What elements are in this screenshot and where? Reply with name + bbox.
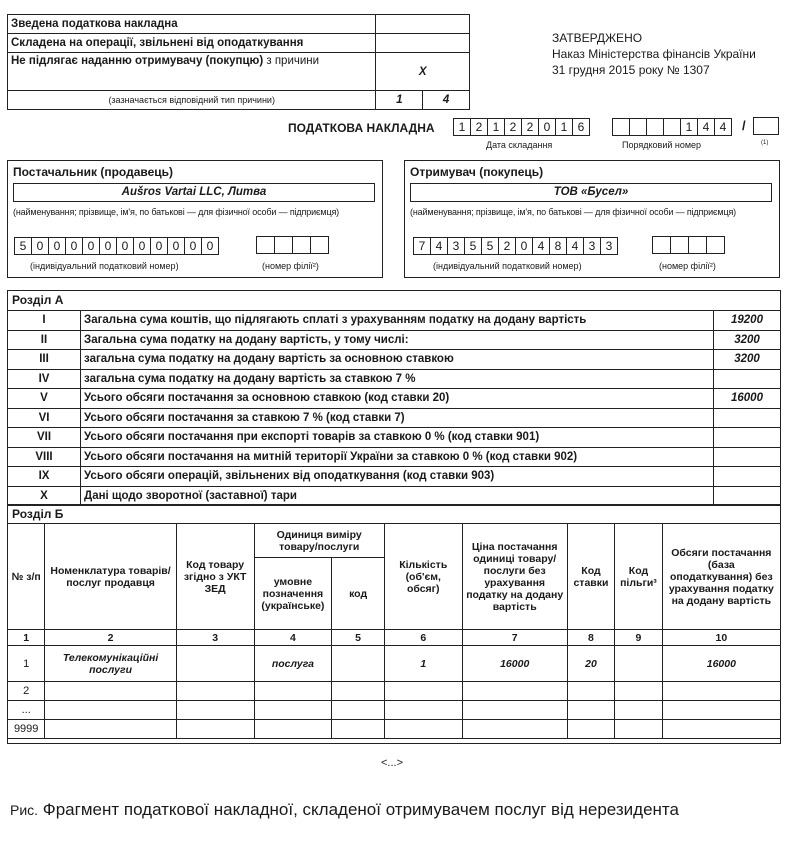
buyer-branch-digit-1[interactable] [670, 236, 689, 254]
date-digit-3[interactable]: 2 [504, 118, 522, 136]
buyer-box [404, 160, 780, 278]
section-a-row-text: загальна сума податку на додану вартість за ставкою 7 % [81, 369, 714, 389]
number-digit-6[interactable]: 4 [714, 118, 732, 136]
cell-exempt-mark[interactable] [376, 34, 470, 53]
section-a-row [8, 486, 781, 506]
cell-benefit[interactable] [615, 646, 662, 682]
cell-amount[interactable]: 16000 [662, 646, 780, 682]
section-b-table [7, 523, 781, 739]
cell-no: 9999 [8, 720, 45, 739]
cell-price[interactable] [462, 682, 567, 701]
number-suffix-cells[interactable] [754, 117, 779, 135]
seller-branch-digit-0[interactable] [256, 236, 275, 254]
section-a [7, 290, 781, 505]
buyer-ipn-digit-4[interactable]: 5 [481, 237, 499, 255]
section-a-row-text: Усього обсяги постачання за ставкою 7 % (код ставки 7) [81, 408, 714, 428]
section-a-row-number: V [8, 389, 81, 409]
seller-name[interactable]: Aušros Vartai LLC, Литва [13, 183, 375, 202]
seller-ipn-cells[interactable] [15, 237, 219, 255]
cell-price[interactable] [462, 720, 567, 739]
section-a-row [8, 350, 781, 370]
section-a-row [8, 311, 781, 331]
section-a-row-value[interactable] [714, 408, 781, 428]
cell-price[interactable]: 16000 [462, 646, 567, 682]
section-a-row-value[interactable] [714, 467, 781, 487]
reason-code-1[interactable]: 1 [376, 91, 423, 110]
section-a-row-text: Усього обсяги операцій, звільнених від оподаткування (код ставки 903) [81, 467, 714, 487]
section-a-row-text: Загальна сума коштів, що підлягають сплаті з урахуванням податку на додану вартість [81, 311, 714, 331]
cell-unit[interactable] [254, 701, 332, 720]
top-left-box [7, 14, 470, 112]
buyer-ipn-digit-8[interactable]: 8 [549, 237, 567, 255]
section-a-row-number: VIII [8, 447, 81, 467]
section-a-row-number: IV [8, 369, 81, 389]
date-digit-4[interactable]: 2 [521, 118, 539, 136]
section-b [7, 504, 781, 744]
date-digit-6[interactable]: 1 [555, 118, 573, 136]
reason-code-2[interactable]: 4 [423, 91, 470, 110]
date-cells[interactable] [454, 118, 590, 136]
section-a-row-value[interactable] [714, 369, 781, 389]
number-footnote: (1) [761, 140, 769, 146]
ellipsis: <...> [381, 757, 404, 769]
cell-benefit[interactable] [615, 682, 662, 701]
column-number: 7 [462, 630, 567, 646]
seller-branch-caption: (номер філії²) [262, 261, 319, 271]
section-a-row-text: загальна сума податку на додану вартість за основною ставкою [81, 350, 714, 370]
number-digit-5[interactable]: 4 [697, 118, 715, 136]
cell-unit[interactable]: послуга [254, 646, 332, 682]
cell-unit-code[interactable] [332, 682, 385, 701]
section-a-row-value[interactable]: 3200 [714, 330, 781, 350]
buyer-ipn-digit-0[interactable]: 7 [413, 237, 431, 255]
cell-unit[interactable] [254, 720, 332, 739]
buyer-ipn-digit-11[interactable]: 3 [600, 237, 618, 255]
cell-uktzed[interactable] [176, 701, 254, 720]
col-header-price: Ціна постачання одиниці товару/ послуги без урахування податку на додану вартість [462, 524, 567, 630]
seller-branch-digit-1[interactable] [274, 236, 293, 254]
section-b-rows [8, 646, 781, 739]
section-a-row [8, 428, 781, 448]
cell-uktzed[interactable] [176, 646, 254, 682]
table-row [8, 646, 781, 682]
reason-mark[interactable]: Х [376, 53, 470, 91]
seller-ipn-digit-2[interactable]: 0 [48, 237, 66, 255]
section-a-row-value[interactable]: 3200 [714, 350, 781, 370]
date-digit-7[interactable]: 6 [572, 118, 590, 136]
section-a-table [7, 310, 781, 506]
section-a-row-value[interactable]: 16000 [714, 389, 781, 409]
column-numbers-row [8, 630, 781, 646]
approval-title: ЗАТВЕРДЖЕНО [552, 31, 643, 45]
section-a-row-text: Загальна сума податку на додану вартість, у тому числі: [81, 330, 714, 350]
buyer-ipn-digit-10[interactable]: 3 [583, 237, 601, 255]
section-a-row-number: IX [8, 467, 81, 487]
figure-caption-text: Фрагмент податкової накладної, складеної отримувачем послуг від нерезидента [38, 800, 679, 819]
seller-name-caption: (найменування; прізвище, ім'я, по батькові — для фізичної особи — підприємця) [13, 207, 340, 217]
col-header-rate: Код ставки [567, 524, 614, 630]
section-a-row-text: Усього обсяги постачання на митній території України за ставкою 0 % (код ставки 902) [81, 447, 714, 467]
number-digit-1[interactable] [629, 118, 647, 136]
buyer-ipn-digit-1[interactable]: 4 [430, 237, 448, 255]
date-digit-1[interactable]: 2 [470, 118, 488, 136]
row-not-given-label: Не підлягає наданню отримувачу (покупцю) [11, 55, 264, 67]
cell-price[interactable] [462, 701, 567, 720]
cell-amount[interactable] [662, 701, 780, 720]
buyer-ipn-digit-3[interactable]: 5 [464, 237, 482, 255]
cell-rate[interactable] [567, 682, 614, 701]
cell-qty[interactable] [384, 682, 462, 701]
seller-ipn-digit-6[interactable]: 0 [116, 237, 134, 255]
row-not-given [8, 53, 376, 91]
cell-name[interactable] [45, 720, 176, 739]
document-title: ПОДАТКОВА НАКЛАДНА [288, 121, 435, 135]
buyer-title: Отримувач (покупець) [410, 165, 544, 179]
section-b-title: Розділ Б [12, 507, 64, 521]
seller-ipn-digit-5[interactable]: 0 [99, 237, 117, 255]
seller-ipn-digit-7[interactable]: 0 [133, 237, 151, 255]
cell-unit-code[interactable] [332, 646, 385, 682]
column-number: 9 [615, 630, 662, 646]
seller-ipn-digit-10[interactable]: 0 [184, 237, 202, 255]
approval-order: Наказ Міністерства фінансів України [552, 47, 756, 61]
seller-box [7, 160, 383, 278]
number-slash: / [742, 118, 746, 133]
seller-ipn-digit-9[interactable]: 0 [167, 237, 185, 255]
section-a-row-value[interactable] [714, 447, 781, 467]
section-a-row-number: VI [8, 408, 81, 428]
section-a-row-number: X [8, 486, 81, 506]
reason-note: (зазначається відповідний тип причини) [8, 91, 376, 110]
buyer-name[interactable]: ТОВ «Бусел» [410, 183, 772, 202]
section-a-row-value[interactable] [714, 486, 781, 506]
section-a-row [8, 447, 781, 467]
number-digit-3[interactable] [663, 118, 681, 136]
table-row [8, 701, 781, 720]
section-a-row-number: I [8, 311, 81, 331]
cell-benefit[interactable] [615, 720, 662, 739]
column-number: 10 [662, 630, 780, 646]
row-consolidated: Зведена податкова накладна [8, 15, 376, 34]
number-label: Порядковий номер [622, 140, 702, 150]
figure-caption-prefix: Рис. [10, 802, 39, 818]
cell-qty[interactable] [384, 701, 462, 720]
cell-name[interactable] [45, 682, 176, 701]
cell-unit-code[interactable] [332, 701, 385, 720]
col-header-amount: Обсяги постачання (база оподаткування) без урахування податку на додану вартість [662, 524, 780, 630]
seller-ipn-digit-8[interactable]: 0 [150, 237, 168, 255]
seller-ipn-digit-11[interactable]: 0 [201, 237, 219, 255]
section-a-row [8, 369, 781, 389]
cell-name[interactable] [45, 701, 176, 720]
section-a-title: Розділ А [12, 293, 64, 307]
section-a-row [8, 467, 781, 487]
cell-uktzed[interactable] [176, 720, 254, 739]
column-number: 8 [567, 630, 614, 646]
col-header-unit-name: умовне позначення (українське) [254, 558, 332, 630]
seller-branch-digit-3[interactable] [310, 236, 329, 254]
section-a-row-value[interactable] [714, 428, 781, 448]
section-a-row-text: Усього обсяги постачання за основною ставкою (код ставки 20) [81, 389, 714, 409]
column-number: 2 [45, 630, 176, 646]
section-a-row-text: Дані щодо зворотної (заставної) тари [81, 486, 714, 506]
column-number: 1 [8, 630, 45, 646]
number-digit-2[interactable] [646, 118, 664, 136]
buyer-branch-cells[interactable] [653, 236, 725, 254]
buyer-branch-digit-3[interactable] [706, 236, 725, 254]
cell-rate[interactable]: 20 [567, 646, 614, 682]
buyer-ipn-digit-9[interactable]: 4 [566, 237, 584, 255]
section-a-row-text: Усього обсяги постачання при експорті товарів за ставкою 0 % (код ставки 901) [81, 428, 714, 448]
cell-no: ... [8, 701, 45, 720]
row-exempt: Складена на операції, звільнені від оподаткування [8, 34, 376, 53]
col-header-unit-group: Одиниця виміру товару/послуги [254, 524, 384, 558]
column-number: 3 [176, 630, 254, 646]
table-row [8, 682, 781, 701]
cell-no: 1 [8, 646, 45, 682]
seller-title: Постачальник (продавець) [13, 165, 174, 179]
seller-ipn-digit-0[interactable]: 5 [14, 237, 32, 255]
section-a-row-number: II [8, 330, 81, 350]
seller-branch-digit-2[interactable] [292, 236, 311, 254]
table-row [8, 720, 781, 739]
buyer-branch-caption: (номер філії²) [659, 261, 716, 271]
cell-benefit[interactable] [615, 701, 662, 720]
seller-branch-cells[interactable] [257, 236, 329, 254]
approval-block [552, 30, 756, 78]
date-label: Дата складання [486, 140, 553, 150]
cell-no: 2 [8, 682, 45, 701]
buyer-ipn-digit-2[interactable]: 3 [447, 237, 465, 255]
buyer-ipn-caption: (індивідуальний податковий номер) [433, 261, 582, 271]
cell-unit-code[interactable] [332, 720, 385, 739]
cell-unit[interactable] [254, 682, 332, 701]
col-header-name: Номенклатура товарів/послуг продавця [45, 524, 176, 630]
buyer-name-caption: (найменування; прізвище, ім'я, по батькові — для фізичної особи — підприємця) [410, 207, 737, 217]
col-header-uktzed: Код товару згідно з УКТ ЗЕД [176, 524, 254, 630]
section-a-row [8, 408, 781, 428]
number-digit-0[interactable] [612, 118, 630, 136]
cell-qty[interactable] [384, 720, 462, 739]
section-a-row [8, 389, 781, 409]
col-header-unit-code: код [332, 558, 385, 630]
number-cells[interactable] [613, 118, 732, 136]
buyer-ipn-digit-6[interactable]: 0 [515, 237, 533, 255]
section-a-row-number: VII [8, 428, 81, 448]
cell-amount[interactable] [662, 682, 780, 701]
section-a-row-value[interactable]: 19200 [714, 311, 781, 331]
date-digit-0[interactable]: 1 [453, 118, 471, 136]
column-number: 4 [254, 630, 332, 646]
col-header-benefit: Код пільги³ [615, 524, 662, 630]
cell-rate[interactable] [567, 701, 614, 720]
buyer-ipn-digit-5[interactable]: 2 [498, 237, 516, 255]
cell-consolidated-mark[interactable] [376, 15, 470, 34]
buyer-branch-digit-0[interactable] [652, 236, 671, 254]
cell-rate[interactable] [567, 720, 614, 739]
section-a-row-number: III [8, 350, 81, 370]
cell-uktzed[interactable] [176, 682, 254, 701]
cell-name[interactable]: Телекомунікаційні послуги [45, 646, 176, 682]
column-number: 6 [384, 630, 462, 646]
seller-ipn-caption: (індивідуальний податковий номер) [30, 261, 179, 271]
col-header-no: № з/п [8, 524, 45, 630]
suffix-digit-0[interactable] [753, 117, 779, 135]
row-not-given-reason: з причини [263, 55, 320, 67]
date-digit-2[interactable]: 1 [487, 118, 505, 136]
buyer-ipn-digit-7[interactable]: 4 [532, 237, 550, 255]
column-number: 5 [332, 630, 385, 646]
number-digit-4[interactable]: 1 [680, 118, 698, 136]
buyer-ipn-cells[interactable] [414, 237, 618, 255]
cell-qty[interactable]: 1 [384, 646, 462, 682]
cell-amount[interactable] [662, 720, 780, 739]
seller-ipn-digit-1[interactable]: 0 [31, 237, 49, 255]
approval-date: 31 грудня 2015 року № 1307 [552, 63, 710, 77]
seller-ipn-digit-4[interactable]: 0 [82, 237, 100, 255]
date-digit-5[interactable]: 0 [538, 118, 556, 136]
section-a-row [8, 330, 781, 350]
col-header-qty: Кількість (об'єм, обсяг) [384, 524, 462, 630]
figure-caption [10, 800, 679, 820]
seller-ipn-digit-3[interactable]: 0 [65, 237, 83, 255]
buyer-branch-digit-2[interactable] [688, 236, 707, 254]
